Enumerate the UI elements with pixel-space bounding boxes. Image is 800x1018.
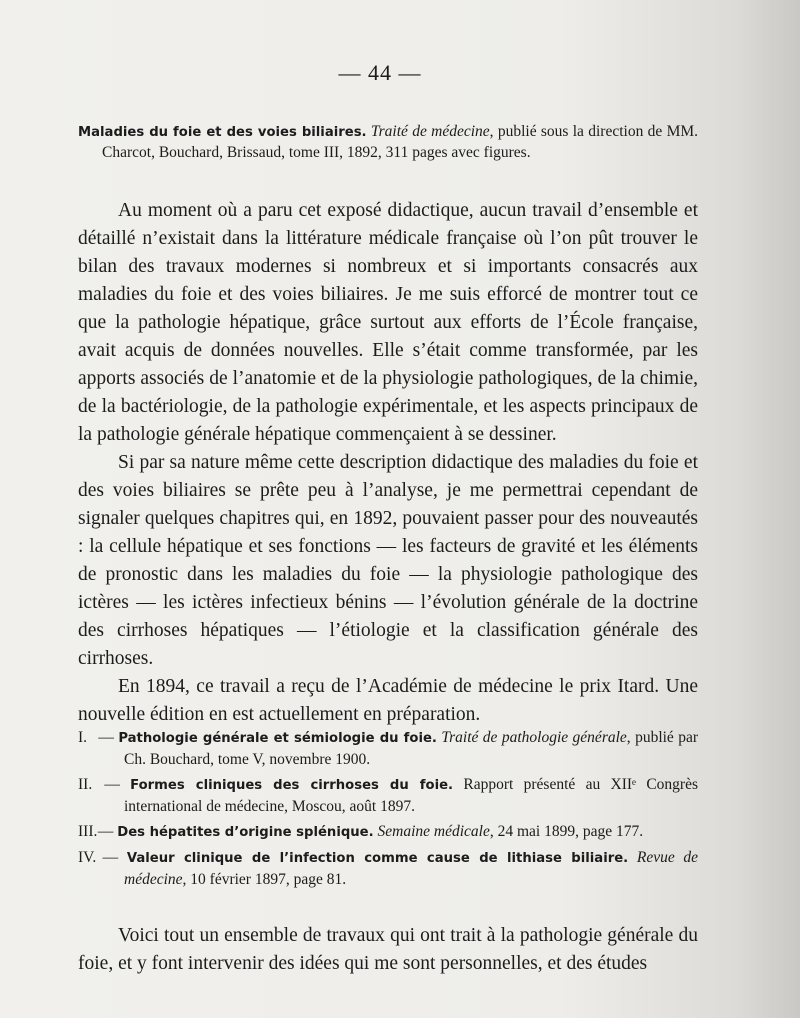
references-list [78,727,698,894]
header-entry-details-1: , publié sous la direction de [489,123,663,140]
reference-item: II. — Formes cliniques des cirrhoses du foie. Rapport présenté au XIIᵉ Congrès international de médecine, Moscou, août 1897. [78,776,698,815]
reference-source: Revue de médecine [124,849,699,888]
reference-details: , 10 février 1897, page 81. [182,871,347,888]
paragraph: En 1894, ce travail a reçu de l’Académie de médecine le prix Itard. Une nouvelle édition en est actuellement en préparation. [78,676,698,725]
header-entry-details-2: MM. Charcot, Bouchard, Brissaud, tome III, 1892, 311 pages avec figures. [102,123,699,161]
reference-item: I. — Pathologie générale et sémiologie du foie. Traité de pathologie générale, publié par Ch. Bouchard, tome V, novembre 1900. [78,729,699,768]
paragraph: Si par sa nature même cette description didactique des maladies du foie et des voies biliaires se prête peu à l’analyse, je me permettrai cependant de signaler quelques chapitres qui, en 1892, pouvaient passer pour des nouveautés : la cellule hépatique et ses fonctions — les facteurs de gravité et les éléments de pronostic dans les maladies du foie — la physiologie pathologique des ictères — les ictères infectieux bénins — l’évolution générale de la doctrine des cirrhoses hépatiques — l’étiologie et la classification générale des cirrhoses. [78,452,698,669]
page-number: — 44 — [338,60,422,85]
paragraph: Au moment où a paru cet exposé didactique, aucun travail d’ensemble et détaillé n’existait dans la littérature médicale française où l’on pût trouver le bilan des travaux modernes si nombreux et si importants consacrés aux maladies du foie et des voies biliaires. Je me suis efforcé de montrer tout ce que la pathologie hépatique, grâce surtout aux efforts de l’École française, avait acquis de données nouvelles. Elle s’était comme transformée, par les apports associés de l’anatomie et de la physiologie pathologiques, de la chimie, de la bactériologie, de la pathologie expérimentale, et les aspects principaux de la pathologie générale hépatique commençaient à se dessiner. [78,200,698,445]
reference-number: II. [78,776,93,793]
header-entry-title: Maladies du foie et des voies biliaires. [78,125,367,140]
reference-number: IV. [78,849,97,866]
closing-body [78,922,698,978]
reference-item: III. — Des hépatites d’origine splénique. Semaine médicale, 24 mai 1899, page 177. [78,823,644,840]
reference-details: , 24 mai 1899, page 177. [489,823,644,840]
paragraph: Voici tout un ensemble de travaux qui ont trait à la pathologie générale du foie, et y font intervenir des idées qui me sont personnelles, et des études [78,925,698,974]
header-entry [78,122,698,163]
header-entry-source: Traité de médecine [370,123,490,140]
reference-title: Formes cliniques des cirrhoses du foie. [130,778,454,793]
reference-number: III. [78,823,98,840]
reference-title: Pathologie générale et sémiologie du foie. [118,731,437,746]
main-body [78,197,698,729]
reference-item: IV. — Valeur clinique de l’infection comme cause de lithiase biliaire. Revue de médecine, 10 février 1897, page 81. [78,849,699,888]
reference-number: I. [78,729,88,746]
reference-source: Semaine médicale [377,823,490,840]
header-entry-text [78,122,698,163]
reference-details: Rapport présenté au XIIᵉ Congrès international de médecine, Moscou, août 1897. [124,776,698,815]
reference-title: Valeur clinique de l’infection comme cause de lithiase biliaire. [126,851,629,866]
reference-source: Traité de pathologie générale [441,729,627,746]
reference-details: , publié par Ch. Bouchard, tome V, novembre 1900. [124,729,699,768]
reference-title: Des hépatites d’origine splénique. [117,825,374,840]
